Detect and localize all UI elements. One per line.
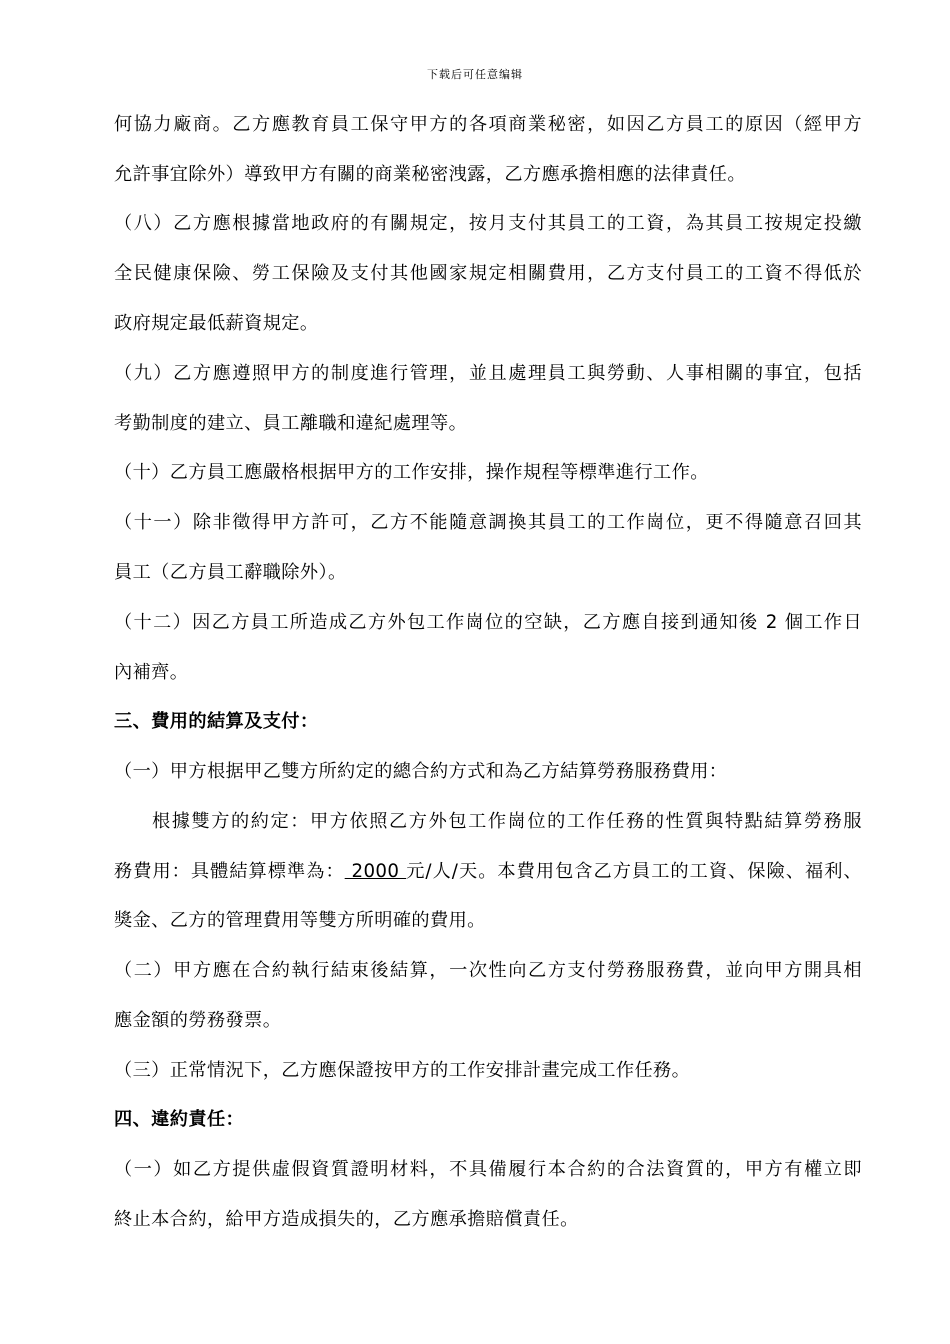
body-line: 全民健康保險、勞工保險及支付其他國家規定相關費用，乙方支付員工的工資不得低於 <box>114 263 862 284</box>
body-line: 員工（乙方員工辭職除外）。 <box>114 562 347 583</box>
clause-3-2-line: （二）甲方應在合約執行結束後結算，一次性向乙方支付勞務服務費，並向甲方開具相 <box>114 960 862 981</box>
body-line: 允許事宜除外）導致甲方有關的商業秘密洩露，乙方應承擔相應的法律責任。 <box>114 164 746 185</box>
clause-4-1-line: （一）如乙方提供虛假資質證明材料，不具備履行本合約的合法資質的，甲方有權立即 <box>114 1159 862 1180</box>
body-line: 考勤制度的建立、員工離職和違紀處理等。 <box>114 413 468 434</box>
body-line: 內補齊。 <box>114 662 189 683</box>
body-line: 政府規定最低薪資規定。 <box>114 313 319 334</box>
fee-amount: 2000 <box>344 861 407 882</box>
section-heading-4: 四、違約責任： <box>114 1109 245 1130</box>
clause-12-line: （十二）因乙方員工所造成乙方外包工作崗位的空缺，乙方應自接到通知後 2 個工作日 <box>114 612 862 633</box>
clause-8-line: （八）乙方應根據當地政府的有關規定，按月支付其員工的工資，為其員工按規定投繳 <box>114 213 862 234</box>
clause-10-line: （十）乙方員工應嚴格根据甲方的工作安排，操作規程等標準進行工作。 <box>114 462 709 483</box>
clause-11-line: （十一）除非徵得甲方許可，乙方不能隨意調換其員工的工作崗位，更不得隨意召回其 <box>114 512 862 533</box>
header-note: 下载后可任意编辑 <box>427 68 523 81</box>
body-line: 終止本合約，給甲方造成損失的，乙方應承擔賠償責任。 <box>114 1209 579 1230</box>
body-line: 根據雙方的約定：甲方依照乙方外包工作崗位的工作任務的性質與特點結算勞務服 <box>152 811 862 832</box>
section-heading-3: 三、費用的結算及支付： <box>114 711 319 732</box>
fee-standard-prefix: 務費用：具體結算標準為： <box>114 861 345 882</box>
clause-3-1-line: （一）甲方根据甲乙雙方所約定的總合約方式和為乙方結算勞務服務費用： <box>114 761 728 782</box>
body-line: 應金額的勞務發票。 <box>114 1010 282 1031</box>
clause-9-line: （九）乙方應遵照甲方的制度進行管理，並且處理員工與勞動、人事相關的事宜，包括 <box>114 363 862 384</box>
clause-3-3-line: （三）正常情況下，乙方應保證按甲方的工作安排計畫完成工作任務。 <box>114 1060 691 1081</box>
fee-standard-suffix: 元/人/天。本費用包含乙方員工的工資、保險、福利、 <box>406 861 862 882</box>
body-line: 獎金、乙方的管理費用等雙方所明確的費用。 <box>114 910 486 931</box>
fee-standard-line <box>114 859 862 885</box>
body-line: 何協力廠商。乙方應教育員工保守甲方的各項商業秘密，如因乙方員工的原因（經甲方 <box>114 114 862 135</box>
